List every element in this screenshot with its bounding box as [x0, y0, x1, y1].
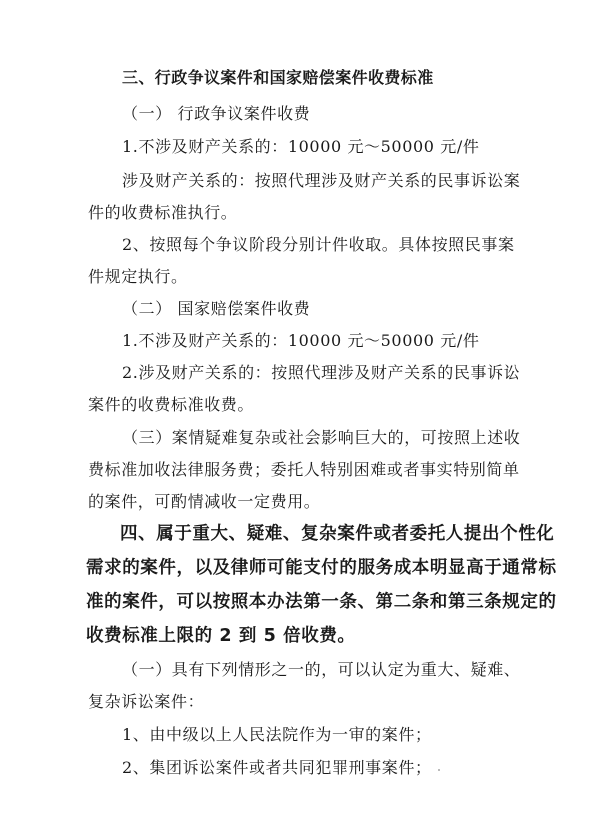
section-4-sub1-intro-line1: （一）具有下列情形之一的，可以认定为重大、疑难、: [122, 660, 521, 679]
section-4-heading-line2: 需求的案件，以及律师可能支付的服务成本明显高于通常标: [86, 558, 557, 578]
section-3-heading: 三、行政争议案件和国家赔偿案件收费标准: [122, 68, 434, 87]
section-3-sub2-item1: 1.不涉及财产关系的：10000 元～50000 元/件: [122, 331, 480, 350]
section-3-sub3-line2: 费标准加收法律服务费；委托人特别困难或者事实特别简单: [88, 460, 520, 479]
section-3-sub1-item1b-line2: 件的收费标准执行。: [88, 203, 238, 222]
scan-speck: [438, 769, 440, 771]
section-4-sub1-item1: 1、由中级以上人民法院作为一审的案件；: [122, 725, 432, 744]
section-4-sub1-item2: 2、集团诉讼案件或者共同犯罪刑事案件；: [122, 758, 432, 777]
section-3-sub1-item2-line1: 2、按照每个争议阶段分别计件收取。具体按照民事案: [122, 235, 515, 254]
section-4-sub1-intro-line2: 复杂诉讼案件：: [88, 692, 205, 711]
section-3-sub1-title: （一） 行政争议案件收费: [122, 104, 311, 123]
section-3-sub2-title: （二） 国家赔偿案件收费: [122, 299, 311, 318]
section-3-sub1-item1: 1.不涉及财产关系的：10000 元～50000 元/件: [122, 137, 480, 156]
section-3-sub2-item2-line2: 案件的收费标准收费。: [88, 395, 255, 414]
section-3-sub3-line1: （三）案情疑难复杂或社会影响巨大的，可按照上述收: [122, 428, 521, 447]
section-3-sub2-item2-line1: 2.涉及财产关系的：按照代理涉及财产关系的民事诉讼: [122, 363, 521, 382]
section-3-sub1-item2-line2: 件规定执行。: [88, 267, 188, 286]
section-3-sub1-item1b-line1: 涉及财产关系的：按照代理涉及财产关系的民事诉讼案: [122, 171, 521, 190]
section-3-sub3-line3: 的案件，可酌情减收一定费用。: [88, 492, 321, 511]
section-4-heading-line3: 准的案件，可以按照本办法第一条、第二条和第三条规定的: [86, 592, 557, 612]
section-4-heading-line1: 四、属于重大、疑难、复杂案件或者委托人提出个性化: [120, 524, 555, 544]
section-4-heading-line4: 收费标准上限的 2 到 5 倍收费。: [86, 626, 356, 646]
